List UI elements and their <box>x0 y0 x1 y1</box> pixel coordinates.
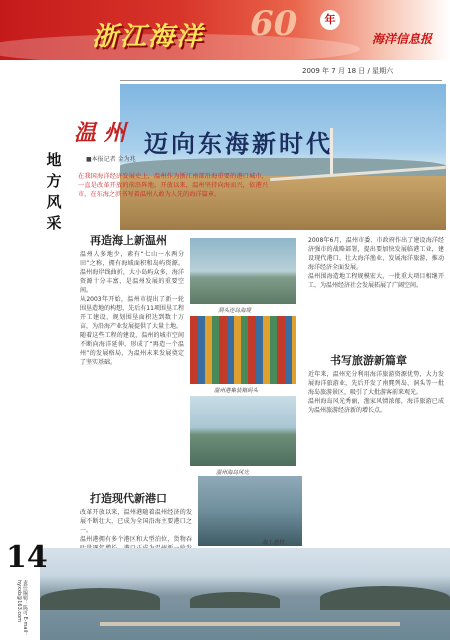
page-number: 14 <box>6 540 48 575</box>
photo-container-terminal <box>190 316 296 384</box>
header-divider <box>120 80 442 81</box>
paragraph: 温州围海造地工程规模宏大，一批重大项目相继开工，为温州经济社会发展拓展了广阔空间。 <box>308 273 444 289</box>
photo-caption: 海上渔村 <box>262 540 285 546</box>
paragraph: 温州港拥有多个港区和大型泊位，货物吞 <box>80 536 192 543</box>
island-silhouette <box>40 588 160 610</box>
photo-caption: 温州海岛风光 <box>216 470 250 476</box>
paragraph: 温州海岛风光秀丽，渔家风情浓郁，海洋旅游已成为温州旅游经济新的增长点。 <box>308 398 444 414</box>
dateline: 2009 年 7 月 18 日 / 星期六 <box>302 67 394 75</box>
paragraph: 2008年6月，温州市委、市政府作出了建设海洋经济强市的战略部署，提出要加快发展临港工业，建设现代港口，壮大海洋渔业，发展海洋旅游，推动海洋经济全面发展。 <box>308 237 444 271</box>
banner-year-badge: 年 <box>320 10 340 30</box>
island-silhouette <box>190 592 280 608</box>
paragraph: 从2003年开始，温州市提出了新一轮围垦造地的构想，先后有11项围垦工程开工建设，规划围垦面积达到数十万亩，为沿海产业发展提供了大量土地。 <box>80 296 184 330</box>
banner-title: 浙江海洋 <box>92 22 205 52</box>
intro-paragraph: 在我国海洋经济发展史上，温州作为浙江南部沿海重要的港口城市，一直是改革开放的前沿阵地。开放以来，温州坚持向海而兴，依港兴市，在东海之滨书写着温州人敢为人先的海洋篇章。 <box>78 173 268 199</box>
section-heading-1: 再造海上新温州 <box>90 234 167 247</box>
byline: ■本报记者 金为兆 <box>86 156 136 163</box>
island-silhouette <box>320 586 450 610</box>
editor-meta: 责任编辑：陈可 E-mail：hyxxb@163.com <box>16 580 28 638</box>
paragraph: 近年来，温州充分利用海洋旅游资源优势，大力发展海洋旅游业，先后开发了南麂列岛、洞头等一批海岛旅游景区，吸引了大批游客前来观光。 <box>308 371 444 396</box>
paragraph: 改革开放以来，温州港随着温州经济的发展不断壮大，已成为全国沿海主要港口之一。 <box>80 509 192 534</box>
newspaper-name: 海洋信息报 <box>372 32 433 46</box>
headline-city: 温 州 <box>74 120 126 146</box>
section-heading-3: 书写旅游新篇章 <box>330 354 407 367</box>
photo-island-scenery <box>190 396 296 466</box>
banner-anniversary-number: 60 <box>250 4 298 44</box>
photo-caption: 温州港集装箱码头 <box>214 388 259 394</box>
photo-harbor-panorama <box>40 548 450 640</box>
section-tag: 地方风采 <box>46 151 62 232</box>
section-3-body <box>308 370 444 540</box>
masthead-banner <box>0 0 450 60</box>
section-heading-2: 打造现代新港口 <box>90 492 167 505</box>
headline-title: 迈向东海新时代 <box>144 129 333 158</box>
photo-sea-dyke <box>190 238 296 304</box>
sea-dyke <box>100 622 400 626</box>
section-1-body <box>80 250 184 460</box>
paragraph: 温州人多地少，素有“七山一水两分田”之称，拥有海域面积和岛屿资源。温州海岸线曲折，大小岛屿众多，海洋资源十分丰富，是温州发展的重要空间。 <box>80 251 184 294</box>
section-2-body <box>80 508 192 548</box>
photo-caption: 洞头连岛海堤 <box>218 308 252 314</box>
right-column-body <box>308 236 444 346</box>
photo-fishing-village <box>198 476 302 546</box>
paragraph: 随着这些工程的建设，温州的城市空间不断向海洋延伸，形成了“再造一个温州”的发展格局，为温州未来发展奠定了坚实基础。 <box>80 332 184 366</box>
